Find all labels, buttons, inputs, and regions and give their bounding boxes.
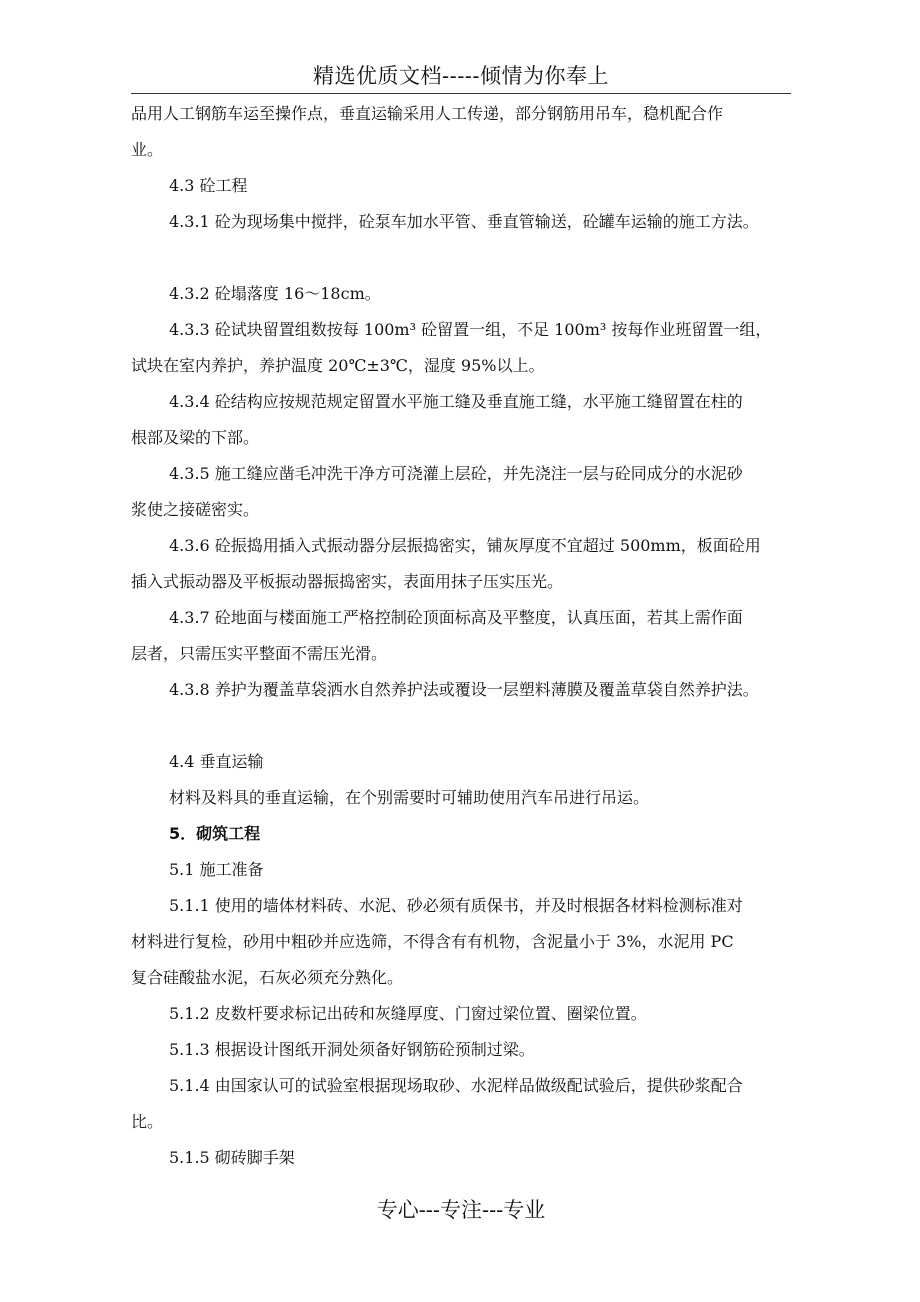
paragraph-line: 试块在室内养护，养护温度 20℃±3℃，湿度 95%以上。 xyxy=(131,356,545,375)
paragraph-line: 比。 xyxy=(131,1112,164,1131)
paragraph-line: 5.1.3 根据设计图纸开洞处须备好钢筋砼预制过梁。 xyxy=(169,1040,535,1059)
document-body xyxy=(131,96,847,1176)
paragraph-line: 5.1.1 使用的墙体材料砖、水泥、砂必须有质保书，并及时根据各材料检测标准对 xyxy=(169,896,743,915)
header-rule xyxy=(131,93,791,94)
section-heading-4-4: 4.4 垂直运输 xyxy=(169,752,264,771)
paragraph-line: 材料进行复检，砂用中粗砂并应选筛，不得含有有机物，含泥量小于 3%，水泥用 PC xyxy=(131,932,734,951)
paragraph-line: 4.3.6 砼振捣用插入式振动器分层振捣密实，铺灰厚度不宜超过 500mm，板面砼用 xyxy=(169,536,761,555)
paragraph-line: 5.1.2 皮数杆要求标记出砖和灰缝厚度、门窗过梁位置、圈梁位置。 xyxy=(169,1004,647,1023)
paragraph-line: 插入式振动器及平板振动器振捣密实，表面用抹子压实压光。 xyxy=(131,572,564,591)
section-heading-4-3: 4.3 砼工程 xyxy=(169,176,248,195)
paragraph-line: 浆使之接磋密实。 xyxy=(131,500,260,519)
paragraph-line: 5.1.4 由国家认可的试验室根据现场取砂、水泥样品做级配试验后，提供砂浆配合 xyxy=(169,1076,743,1095)
paragraph-line: 层者，只需压实平整面不需压光滑。 xyxy=(131,644,388,663)
section-heading-5: 5．砌筑工程 xyxy=(169,824,261,843)
paragraph-line: 业。 xyxy=(131,140,164,159)
paragraph-line: 4.3.7 砼地面与楼面施工严格控制砼顶面标高及平整度，认真压面，若其上需作面 xyxy=(169,608,743,627)
paragraph-line: 4.3.5 施工缝应凿毛冲洗干净方可浇灌上层砼，并先浇注一层与砼同成分的水泥砂 xyxy=(169,464,743,483)
paragraph-line: 4.3.2 砼塌落度 16～18cm。 xyxy=(169,284,381,303)
section-heading-5-1: 5.1 施工准备 xyxy=(169,860,264,879)
paragraph-line: 4.3.8 养护为覆盖草袋洒水自然养护法或覆设一层塑料薄膜及覆盖草袋自然养护法。 xyxy=(169,680,759,699)
paragraph-line: 4.3.3 砼试块留置组数按每 100m³ 砼留置一组，不足 100m³ 按每作业班留置一组， xyxy=(169,320,772,339)
paragraph-line: 品用人工钢筋车运至操作点，垂直运输采用人工传递，部分钢筋用吊车，稳机配合作 xyxy=(131,104,724,123)
paragraph-line: 材料及料具的垂直运输，在个别需要时可辅助使用汽车吊进行吊运。 xyxy=(169,788,650,807)
page-footer: 专心---专注---专业 xyxy=(376,1198,546,1222)
blank-line xyxy=(131,708,847,744)
paragraph-line: 复合硅酸盐水泥，石灰必须充分熟化。 xyxy=(131,968,404,987)
paragraph-line: 4.3.4 砼结构应按规范规定留置水平施工缝及垂直施工缝，水平施工缝留置在柱的 xyxy=(169,392,743,411)
blank-line xyxy=(131,240,847,276)
paragraph-line: 4.3.1 砼为现场集中搅拌，砼泵车加水平管、垂直管输送，砼罐车运输的施工方法。 xyxy=(169,212,759,231)
page-header: 精选优质文档-----倾情为你奉上 xyxy=(313,64,609,88)
paragraph-line: 根部及梁的下部。 xyxy=(131,428,260,447)
paragraph-line: 5.1.5 砌砖脚手架 xyxy=(169,1148,295,1167)
